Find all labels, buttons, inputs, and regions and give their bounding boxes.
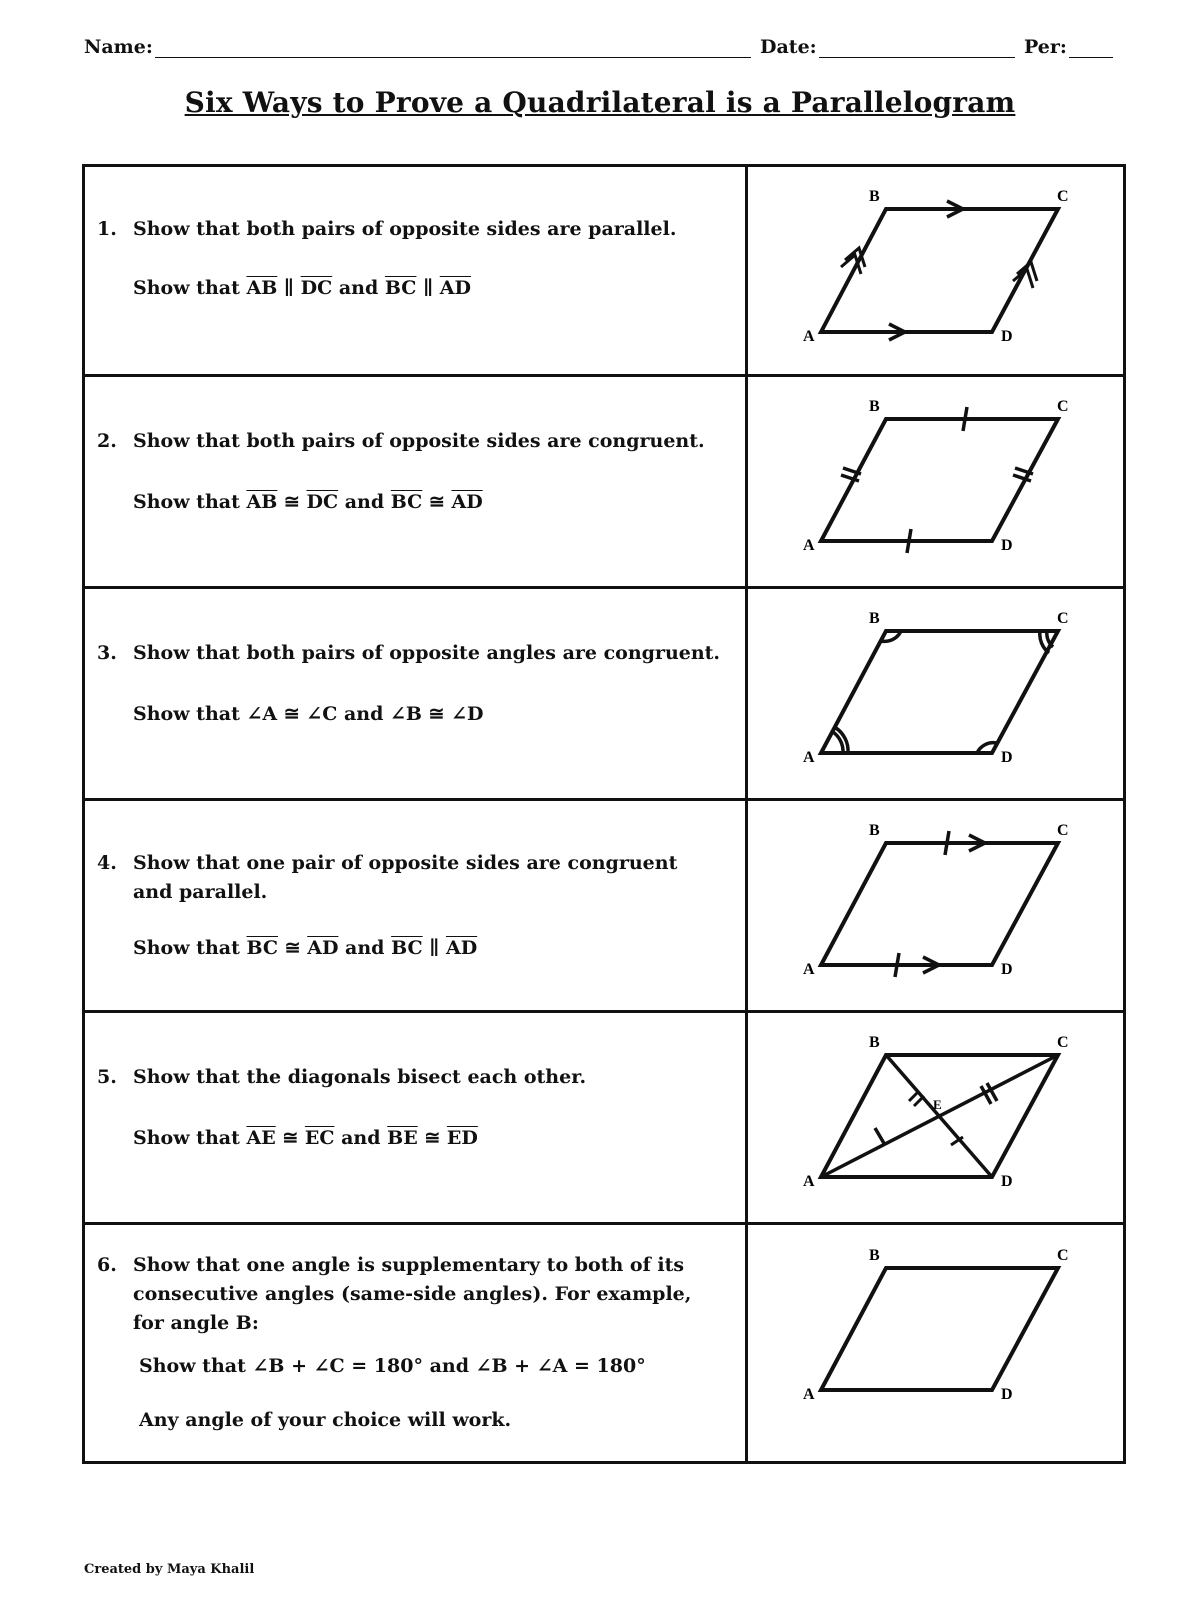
- method-number: 1.: [97, 218, 117, 240]
- show-that-line: Show that ∠B + ∠C = 180° and ∠B + ∠A = 180°: [139, 1355, 646, 1377]
- congruent-symbol: ≅: [283, 491, 300, 513]
- vertex-label: D: [1001, 328, 1013, 345]
- segment: $\overline{BE}$: [387, 1127, 418, 1149]
- vertex-label: B: [869, 188, 880, 205]
- show-that-line: Show that ∠A ≅ ∠C and ∠B ≅ ∠D: [133, 703, 484, 725]
- method-text-cell: [97, 1225, 727, 1461]
- show-prefix: Show that: [133, 491, 240, 513]
- method-statement-text: Show that one pair of opposite sides are congruent and parallel.: [133, 852, 678, 903]
- date-blank[interactable]: [819, 39, 1015, 58]
- method-number: 3.: [97, 642, 117, 664]
- method-row-5: [85, 1013, 1123, 1225]
- name-field[interactable]: [84, 36, 751, 58]
- parallelogram-figure: [751, 167, 1123, 374]
- conjunction: and: [338, 277, 379, 299]
- vertex-label: D: [1001, 1386, 1013, 1403]
- column-divider: [745, 377, 748, 586]
- method-row-3: [85, 589, 1123, 801]
- vertex-label: C: [1057, 610, 1069, 627]
- vertex-label: B: [869, 822, 880, 839]
- show-prefix: Show that: [133, 937, 240, 959]
- vertex-label: C: [1057, 822, 1069, 839]
- name-blank[interactable]: [155, 39, 751, 58]
- vertex-label: D: [1001, 1173, 1013, 1190]
- segment: $\overline{DC}$: [300, 277, 333, 299]
- segment: $\overline{DC}$: [306, 491, 339, 513]
- name-label: Name:: [84, 36, 153, 58]
- period-field[interactable]: [1024, 36, 1113, 58]
- method-statement-text: Show that both pairs of opposite sides are congruent.: [133, 430, 705, 452]
- method-statement-text: Show that one angle is supplementary to both of its consecutive angles (same-side angles). For example, for angle B:: [133, 1254, 692, 1334]
- method-statement-text: Show that the diagonals bisect each other.: [133, 1066, 587, 1088]
- segment: $\overline{BC}$: [390, 491, 423, 513]
- parallelogram-figure: [751, 589, 1123, 798]
- congruent-symbol: ≅: [424, 1127, 441, 1149]
- segment: $\overline{BC}$: [391, 937, 423, 959]
- show-that-line: [133, 937, 477, 959]
- worksheet-header: [84, 36, 1124, 68]
- parallelogram-figure: [751, 1225, 1123, 1461]
- method-row-2: [85, 377, 1123, 589]
- period-label: Per:: [1024, 36, 1067, 58]
- method-statement-text: Show that both pairs of opposite angles are congruent.: [133, 642, 721, 664]
- vertex-label: A: [803, 328, 815, 345]
- conjunction: and: [341, 1127, 381, 1149]
- vertex-label: D: [1001, 961, 1013, 978]
- show-that-line: [133, 491, 483, 513]
- method-text-cell: [97, 589, 727, 798]
- conjunction: and: [344, 491, 385, 513]
- period-blank[interactable]: [1069, 39, 1113, 58]
- method-row-1: [85, 167, 1123, 377]
- column-divider: [745, 1013, 748, 1222]
- parallelogram-figure: [751, 377, 1123, 586]
- column-divider: [745, 167, 748, 374]
- parallelogram-congruent-angles-diagram: [751, 589, 1123, 798]
- tick-mark: [907, 529, 911, 553]
- conjunction: and: [345, 937, 385, 959]
- vertex-label: C: [1057, 1034, 1069, 1051]
- segment: $\overline{AD}$: [439, 277, 471, 299]
- segment: $\overline{AD}$: [307, 937, 339, 959]
- parallelogram-parallel-sides-diagram: [751, 167, 1123, 374]
- column-divider: [745, 1225, 748, 1461]
- method-text-cell: [97, 377, 727, 586]
- show-that-line: [133, 1127, 478, 1149]
- vertex-label: A: [803, 1173, 815, 1190]
- parallel-symbol: ∥: [429, 937, 440, 959]
- show-prefix: Show that: [133, 277, 240, 299]
- segment: $\overline{AB}$: [246, 491, 278, 513]
- method-note: Any angle of your choice will work.: [139, 1409, 512, 1431]
- tick-mark: [875, 1128, 885, 1145]
- segment: $\overline{AD}$: [445, 937, 478, 959]
- segment: $\overline{BC}$: [384, 277, 417, 299]
- column-divider: [745, 589, 748, 798]
- parallelogram-supplementary-diagram: [751, 1225, 1123, 1458]
- vertex-label: D: [1001, 749, 1013, 766]
- method-row-4: [85, 801, 1123, 1013]
- show-prefix: Show that: [133, 1127, 240, 1149]
- vertex-label: A: [803, 749, 815, 766]
- date-label: Date:: [760, 36, 817, 58]
- parallel-symbol: ∥: [423, 277, 434, 299]
- tick-mark: [909, 1091, 924, 1106]
- diagonal-bd: [886, 1055, 992, 1177]
- footer-credit: Created by Maya Khalil: [84, 1562, 255, 1577]
- segment: $\overline{AB}$: [246, 277, 278, 299]
- vertex-label: D: [1001, 537, 1013, 554]
- segment: $\overline{BC}$: [246, 937, 279, 959]
- show-that-line: [133, 277, 471, 299]
- vertex-label: B: [869, 1034, 880, 1051]
- vertex-label: B: [869, 610, 880, 627]
- segment: $\overline{AE}$: [246, 1127, 276, 1149]
- tick-mark: [945, 831, 949, 855]
- method-text-cell: [97, 801, 727, 1010]
- parallelogram-figure: [751, 1013, 1123, 1222]
- column-divider: [745, 801, 748, 1010]
- method-statement-text: Show that both pairs of opposite sides are parallel.: [133, 218, 677, 240]
- vertex-label: C: [1057, 1247, 1069, 1264]
- vertex-label: C: [1057, 188, 1069, 205]
- vertex-label: C: [1057, 398, 1069, 415]
- parallel-symbol: ∥: [283, 277, 294, 299]
- parallelogram-diagonals-diagram: [751, 1013, 1123, 1222]
- method-text-cell: [97, 1013, 727, 1222]
- segment: $\overline{EC}$: [304, 1127, 335, 1149]
- parallelogram-congruent-sides-diagram: [751, 377, 1123, 586]
- method-text-cell: [97, 167, 727, 374]
- vertex-label: B: [869, 1247, 880, 1264]
- vertex-label: A: [803, 537, 815, 554]
- parallelogram-one-pair-diagram: [751, 801, 1123, 1010]
- vertex-label: A: [803, 1386, 815, 1403]
- tick-mark: [895, 953, 899, 977]
- intersection-label: E: [933, 1097, 942, 1112]
- method-number: 2.: [97, 430, 117, 452]
- tick-mark: [963, 407, 967, 431]
- parallelogram-figure: [751, 801, 1123, 1010]
- date-field[interactable]: [760, 36, 1015, 58]
- vertex-label: B: [869, 398, 880, 415]
- method-row-6: [85, 1225, 1123, 1461]
- method-number: 4.: [97, 852, 117, 874]
- congruent-symbol: ≅: [284, 937, 301, 959]
- worksheet-title: Six Ways to Prove a Quadrilateral is a Parallelogram: [184, 86, 1016, 119]
- methods-table: [82, 164, 1126, 1464]
- method-number: 5.: [97, 1066, 117, 1088]
- method-number: 6.: [97, 1254, 117, 1276]
- vertex-label: A: [803, 961, 815, 978]
- congruent-symbol: ≅: [428, 491, 445, 513]
- segment: $\overline{AD}$: [451, 491, 483, 513]
- congruent-symbol: ≅: [282, 1127, 299, 1149]
- segment: $\overline{ED}$: [446, 1127, 478, 1149]
